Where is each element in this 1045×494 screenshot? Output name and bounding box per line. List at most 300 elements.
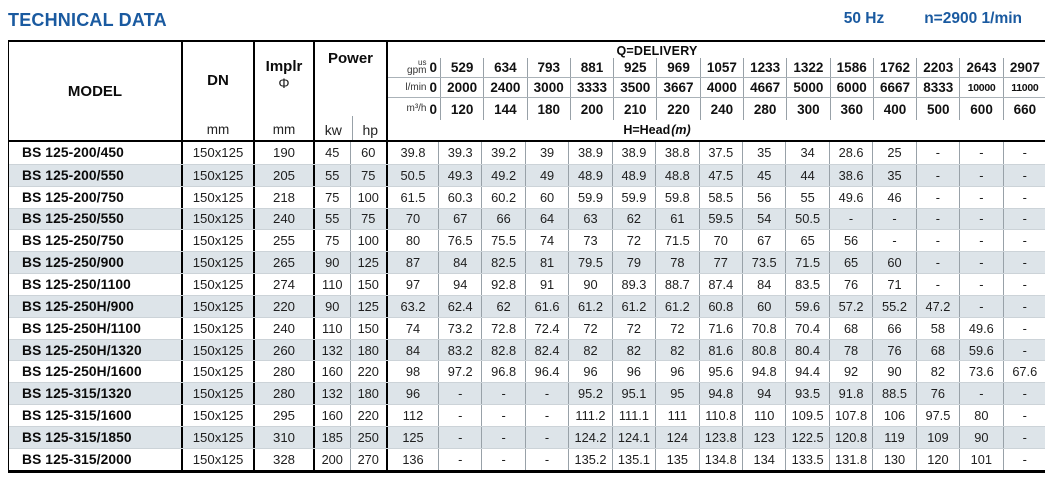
cell-head-value: 87.4 [699, 274, 742, 295]
delivery-value: 2643 [959, 58, 1002, 77]
cell-head-value: 72 [568, 318, 611, 339]
impeller-phi-symbol: Φ [278, 75, 290, 91]
cell-head-value: 93.5 [785, 383, 828, 404]
cell-head-value: 124.2 [568, 427, 611, 448]
cell-head-value: 95.6 [699, 361, 742, 382]
unit-label-top: us [418, 58, 427, 67]
cell-head-value: - [481, 383, 524, 404]
delivery-value: 500 [916, 98, 959, 120]
cell-head-value: 92.8 [481, 274, 524, 295]
delivery-value: 2400 [483, 78, 526, 97]
cell-head-value: - [481, 405, 524, 426]
cell-head-value: 125 [386, 427, 438, 448]
cell-head-value: - [1003, 405, 1045, 426]
table-row [9, 382, 1045, 404]
cell-head-value: 60 [742, 296, 785, 317]
cell-dn: 150x125 [181, 187, 253, 208]
cell-head-value: 79.5 [568, 252, 611, 273]
cell-head-value: - [916, 142, 959, 164]
cell-head-value: - [525, 405, 568, 426]
cell-head-value: 110.8 [699, 405, 742, 426]
cell-power-kw: 200 [313, 449, 350, 470]
cell-head-value: 60.8 [699, 296, 742, 317]
cell-head-value: 71.5 [785, 252, 828, 273]
table-row [9, 317, 1045, 339]
cell-head-value: - [959, 383, 1002, 404]
cell-head-value: 56 [742, 187, 785, 208]
cell-head-value: 82 [916, 361, 959, 382]
head-unit: (m) [671, 123, 691, 137]
cell-head-value: 91.8 [829, 383, 872, 404]
cell-head-value: 94.4 [785, 361, 828, 382]
delivery-value: 200 [570, 98, 613, 120]
cell-head-value: 94.8 [742, 361, 785, 382]
delivery-value: 4667 [743, 78, 786, 97]
cell-head-value: 124.1 [612, 427, 655, 448]
cell-model: BS 125-200/550 [22, 167, 124, 183]
delivery-unit-row-us-gpm [388, 58, 1045, 78]
cell-head-value: - [1003, 318, 1045, 339]
cell-head-value: 81 [525, 252, 568, 273]
frequency-label: 50 Hz [843, 10, 885, 27]
cell-power-kw: 75 [313, 230, 350, 251]
cell-head-value: 67 [742, 230, 785, 251]
table-row [9, 186, 1045, 208]
cell-head-value: 73.6 [959, 361, 1002, 382]
cell-power-kw: 55 [313, 209, 350, 230]
delivery-value: 969 [656, 58, 699, 77]
cell-power-kw: 45 [313, 142, 350, 164]
cell-head-value: 110 [742, 405, 785, 426]
delivery-value: 3333 [570, 78, 613, 97]
cell-head-value: 49.3 [438, 165, 481, 186]
cell-head-value: 58 [916, 318, 959, 339]
delivery-value: 660 [1003, 98, 1045, 120]
cell-head-value: 78 [655, 252, 698, 273]
cell-power-kw: 110 [313, 274, 350, 295]
cell-head-value: 70 [699, 230, 742, 251]
cell-head-value: 96 [655, 361, 698, 382]
unit-label-main: l/min [405, 81, 427, 93]
cell-head-value: 84 [742, 274, 785, 295]
delivery-value: 10000 [959, 78, 1002, 97]
cell-head-value: 82.4 [525, 340, 568, 361]
cell-head-value: 120 [916, 449, 959, 470]
delivery-value: 2000 [440, 78, 483, 97]
cell-head-value: 60.2 [481, 187, 524, 208]
power-label: Power [327, 50, 373, 67]
cell-head-value: 76 [872, 340, 915, 361]
delivery-value: 8333 [916, 78, 959, 97]
cell-head-value: 95.2 [568, 383, 611, 404]
table-row [9, 448, 1045, 470]
cell-head-value: 49.6 [959, 318, 1002, 339]
cell-head-value: - [959, 296, 1002, 317]
cell-head-value: 79 [612, 252, 655, 273]
cell-head-value: 96 [568, 361, 611, 382]
delivery-value: 793 [527, 58, 570, 77]
cell-head-value: 123 [742, 427, 785, 448]
kw-unit-label: kw [324, 122, 342, 138]
cell-head-value: - [481, 427, 524, 448]
delivery-title: Q=DELIVERY [616, 44, 698, 58]
cell-head-value: 48.8 [655, 165, 698, 186]
cell-head-value: 64 [525, 209, 568, 230]
cell-head-value: 50.5 [386, 165, 438, 186]
delivery-value: 360 [830, 98, 873, 120]
cell-head-value: 49 [525, 165, 568, 186]
cell-head-value: 39 [525, 142, 568, 164]
cell-dn: 150x125 [181, 405, 253, 426]
cell-power-kw: 160 [313, 405, 350, 426]
cell-head-value: 89.3 [612, 274, 655, 295]
cell-head-value: - [1003, 449, 1045, 470]
cell-head-value: 97.5 [916, 405, 959, 426]
cell-head-value: - [438, 383, 481, 404]
delivery-value: 300 [786, 98, 829, 120]
cell-impeller-diameter: 218 [253, 187, 313, 208]
cell-head-value: - [1003, 209, 1045, 230]
delivery-value: 11000 [1003, 78, 1045, 97]
cell-dn: 150x125 [181, 252, 253, 273]
cell-head-value: 74 [525, 230, 568, 251]
cell-head-value: - [959, 187, 1002, 208]
dn-unit-label: mm [206, 122, 230, 137]
cell-head-value: 49.2 [481, 165, 524, 186]
cell-head-value: 124 [655, 427, 698, 448]
cell-impeller-diameter: 240 [253, 209, 313, 230]
cell-head-value: 65 [785, 230, 828, 251]
cell-head-value: 61.6 [525, 296, 568, 317]
table-row [9, 295, 1045, 317]
delivery-value: 634 [483, 58, 526, 77]
cell-head-value: 134.8 [699, 449, 742, 470]
cell-head-value: 96 [386, 383, 438, 404]
cell-head-value: - [438, 449, 481, 470]
cell-head-value: 84 [438, 252, 481, 273]
cell-impeller-diameter: 280 [253, 361, 313, 382]
cell-dn: 150x125 [181, 209, 253, 230]
cell-head-value: 136 [386, 449, 438, 470]
delivery-value: 3667 [656, 78, 699, 97]
cell-head-value: - [1003, 187, 1045, 208]
cell-head-value: 72 [655, 318, 698, 339]
cell-head-value: 71.5 [655, 230, 698, 251]
cell-head-value: 61.2 [612, 296, 655, 317]
cell-power-hp: 150 [350, 318, 387, 339]
cell-head-value: 61.2 [568, 296, 611, 317]
cell-head-value: - [1003, 230, 1045, 251]
cell-head-value: 94 [438, 274, 481, 295]
cell-head-value: 123.8 [699, 427, 742, 448]
cell-dn: 150x125 [181, 383, 253, 404]
cell-model: BS 125-250/1100 [22, 276, 131, 292]
cell-head-value: 62 [612, 209, 655, 230]
table-row [9, 426, 1045, 448]
cell-head-value: 98 [386, 361, 438, 382]
cell-power-hp: 250 [350, 427, 387, 448]
delivery-unit-row-l-min [388, 78, 1045, 98]
cell-head-value: 80.4 [785, 340, 828, 361]
cell-head-value: 71.6 [699, 318, 742, 339]
delivery-value: 1233 [743, 58, 786, 77]
cell-head-value: 96.4 [525, 361, 568, 382]
cell-power-kw: 75 [313, 187, 350, 208]
unit-label [407, 59, 426, 76]
cell-head-value: 59.9 [612, 187, 655, 208]
delivery-value: 0 [429, 80, 437, 95]
cell-head-value: 39.3 [438, 142, 481, 164]
cell-model: BS 125-315/2000 [22, 451, 132, 467]
cell-head-value: - [481, 449, 524, 470]
cell-head-value: - [916, 187, 959, 208]
delivery-value: 0 [429, 101, 437, 117]
cell-head-value: 72 [612, 318, 655, 339]
cell-head-value: - [916, 274, 959, 295]
cell-head-value: - [525, 383, 568, 404]
cell-power-hp: 220 [350, 361, 387, 382]
cell-head-value: 73.2 [438, 318, 481, 339]
impeller-unit-label: mm [272, 122, 296, 137]
cell-head-value: 95.1 [612, 383, 655, 404]
impeller-label: Implr [265, 58, 303, 75]
delivery-value: 120 [440, 98, 483, 120]
cell-head-value: 49.6 [829, 187, 872, 208]
cell-head-value: - [1003, 427, 1045, 448]
cell-head-value: 74 [386, 318, 438, 339]
column-header-model: MODEL [67, 82, 123, 100]
speed-label: n=2900 1/min [924, 10, 1022, 27]
cell-model: BS 125-315/1600 [22, 408, 132, 424]
head-label: H=Head [623, 123, 671, 137]
cell-head-value: 92 [829, 361, 872, 382]
cell-head-value: 61 [655, 209, 698, 230]
cell-model: BS 125-250H/1100 [22, 320, 141, 336]
page-title: TECHNICAL DATA [8, 10, 167, 30]
cell-head-value: 131.8 [829, 449, 872, 470]
delivery-value: 280 [743, 98, 786, 120]
cell-head-value: - [959, 274, 1002, 295]
cell-head-value: 59.8 [655, 187, 698, 208]
head-title [328, 120, 986, 140]
cell-head-value: - [959, 230, 1002, 251]
table-row [9, 208, 1045, 230]
cell-head-value: 135.2 [568, 449, 611, 470]
delivery-value: 210 [613, 98, 656, 120]
delivery-value: 529 [440, 58, 483, 77]
hp-unit-label: hp [352, 116, 389, 140]
cell-model: BS 125-200/450 [22, 145, 124, 161]
cell-head-value: 84 [386, 340, 438, 361]
cell-head-value: 119 [872, 427, 915, 448]
cell-impeller-diameter: 328 [253, 449, 313, 470]
cell-power-hp: 100 [350, 187, 387, 208]
cell-head-value: 111 [655, 405, 698, 426]
cell-head-value: 45 [742, 165, 785, 186]
cell-head-value: 67.6 [1003, 361, 1045, 382]
cell-head-value: 70.4 [785, 318, 828, 339]
cell-head-value: 75.5 [481, 230, 524, 251]
cell-head-value: 35 [742, 142, 785, 164]
cell-head-value: 35 [872, 165, 915, 186]
delivery-value: 600 [959, 98, 1002, 120]
delivery-value: 3500 [613, 78, 656, 97]
cell-head-value: 76 [829, 274, 872, 295]
cell-impeller-diameter: 220 [253, 296, 313, 317]
cell-head-value: 90 [568, 274, 611, 295]
cell-head-value: 96.8 [481, 361, 524, 382]
cell-head-value: 72 [612, 230, 655, 251]
cell-dn: 150x125 [181, 449, 253, 470]
table-body [9, 142, 1045, 470]
cell-power-hp: 75 [350, 165, 387, 186]
cell-power-hp: 270 [350, 449, 387, 470]
cell-head-value: - [1003, 340, 1045, 361]
cell-head-value: 73 [568, 230, 611, 251]
cell-head-value: 54 [742, 209, 785, 230]
cell-head-value: 61.5 [386, 187, 438, 208]
cell-dn: 150x125 [181, 165, 253, 186]
cell-head-value: 60 [525, 187, 568, 208]
cell-head-value: 38.6 [829, 165, 872, 186]
cell-model: BS 125-250/550 [22, 211, 124, 227]
cell-head-value: 94.8 [699, 383, 742, 404]
delivery-value: 180 [527, 98, 570, 120]
column-header-delivery [386, 42, 1045, 140]
cell-head-value: 37.5 [699, 142, 742, 164]
delivery-value: 2907 [1003, 58, 1045, 77]
cell-head-value: 133.5 [785, 449, 828, 470]
title-specs [844, 10, 1022, 28]
delivery-unit-label-cell [388, 98, 440, 120]
cell-power-hp: 125 [350, 252, 387, 273]
table-header [9, 42, 1045, 142]
delivery-value: 1762 [873, 58, 916, 77]
cell-head-value: 58.5 [699, 187, 742, 208]
cell-head-value: - [959, 165, 1002, 186]
cell-dn: 150x125 [181, 230, 253, 251]
cell-head-value: - [438, 405, 481, 426]
cell-head-value: - [438, 427, 481, 448]
cell-head-value: 120.8 [829, 427, 872, 448]
cell-head-value: 76.5 [438, 230, 481, 251]
unit-label [406, 104, 426, 114]
cell-head-value: - [959, 252, 1002, 273]
cell-head-value: - [525, 449, 568, 470]
delivery-value: 1057 [700, 58, 743, 77]
cell-head-value: 50.5 [785, 209, 828, 230]
delivery-unit-label-cell [388, 78, 440, 97]
delivery-value: 240 [700, 98, 743, 120]
cell-head-value: 111.2 [568, 405, 611, 426]
cell-head-value: 82.5 [481, 252, 524, 273]
cell-head-value: 25 [872, 142, 915, 164]
cell-power-kw: 90 [313, 296, 350, 317]
cell-head-value: 76 [916, 383, 959, 404]
cell-model: BS 125-250/900 [22, 255, 124, 271]
cell-model: BS 125-315/1850 [22, 429, 132, 445]
delivery-value: 2203 [916, 58, 959, 77]
cell-head-value: - [872, 209, 915, 230]
cell-head-value: 135.1 [612, 449, 655, 470]
table-row [9, 164, 1045, 186]
cell-head-value: 59.6 [785, 296, 828, 317]
cell-power-hp: 150 [350, 274, 387, 295]
cell-impeller-diameter: 205 [253, 165, 313, 186]
cell-head-value: 122.5 [785, 427, 828, 448]
cell-dn: 150x125 [181, 361, 253, 382]
cell-dn: 150x125 [181, 427, 253, 448]
cell-dn: 150x125 [181, 142, 253, 164]
cell-head-value: 39.8 [386, 142, 438, 164]
cell-model: BS 125-250H/1600 [22, 364, 142, 380]
delivery-unit-rows [388, 58, 1045, 120]
cell-model: BS 125-250H/1320 [22, 342, 142, 358]
cell-model: BS 125-250/750 [22, 233, 124, 249]
delivery-value: 6667 [873, 78, 916, 97]
delivery-value: 400 [873, 98, 916, 120]
unit-label [405, 83, 426, 93]
table-row [9, 229, 1045, 251]
cell-impeller-diameter: 295 [253, 405, 313, 426]
cell-head-value: 63 [568, 209, 611, 230]
cell-model: BS 125-315/1320 [22, 386, 132, 402]
cell-head-value: 55 [785, 187, 828, 208]
cell-head-value: 38.8 [655, 142, 698, 164]
delivery-value: 0 [429, 60, 437, 75]
cell-head-value: - [1003, 165, 1045, 186]
cell-head-value: 130 [872, 449, 915, 470]
technical-data-table [8, 40, 1045, 473]
delivery-value: 6000 [830, 78, 873, 97]
cell-head-value: 39.2 [481, 142, 524, 164]
cell-head-value: 97.2 [438, 361, 481, 382]
cell-impeller-diameter: 190 [253, 142, 313, 164]
delivery-value: 220 [656, 98, 699, 120]
cell-power-kw: 132 [313, 383, 350, 404]
cell-head-value: - [1003, 142, 1045, 164]
cell-head-value: 82.8 [481, 340, 524, 361]
cell-head-value: 63.2 [386, 296, 438, 317]
cell-head-value: 59.6 [959, 340, 1002, 361]
cell-head-value: 38.9 [568, 142, 611, 164]
cell-power-hp: 125 [350, 296, 387, 317]
cell-impeller-diameter: 260 [253, 340, 313, 361]
cell-power-kw: 90 [313, 252, 350, 273]
cell-head-value: 72.8 [481, 318, 524, 339]
unit-label-main: m³/h [406, 103, 427, 114]
unit-label-main: gpm [407, 65, 427, 76]
cell-impeller-diameter: 310 [253, 427, 313, 448]
cell-head-value: 71 [872, 274, 915, 295]
delivery-value: 1586 [830, 58, 873, 77]
cell-power-hp: 60 [350, 142, 387, 164]
cell-impeller-diameter: 280 [253, 383, 313, 404]
cell-head-value: 62.4 [438, 296, 481, 317]
cell-head-value: 60 [872, 252, 915, 273]
cell-head-value: 112 [386, 405, 438, 426]
cell-head-value: 107.8 [829, 405, 872, 426]
column-header-dn [181, 42, 253, 140]
cell-head-value: 46 [872, 187, 915, 208]
cell-head-value: 68 [916, 340, 959, 361]
delivery-unit-row-m3-h [388, 98, 1045, 120]
cell-head-value: 34 [785, 142, 828, 164]
cell-head-value: 65 [829, 252, 872, 273]
cell-power-kw: 110 [313, 318, 350, 339]
cell-head-value: 73.5 [742, 252, 785, 273]
cell-head-value: 55.2 [872, 296, 915, 317]
